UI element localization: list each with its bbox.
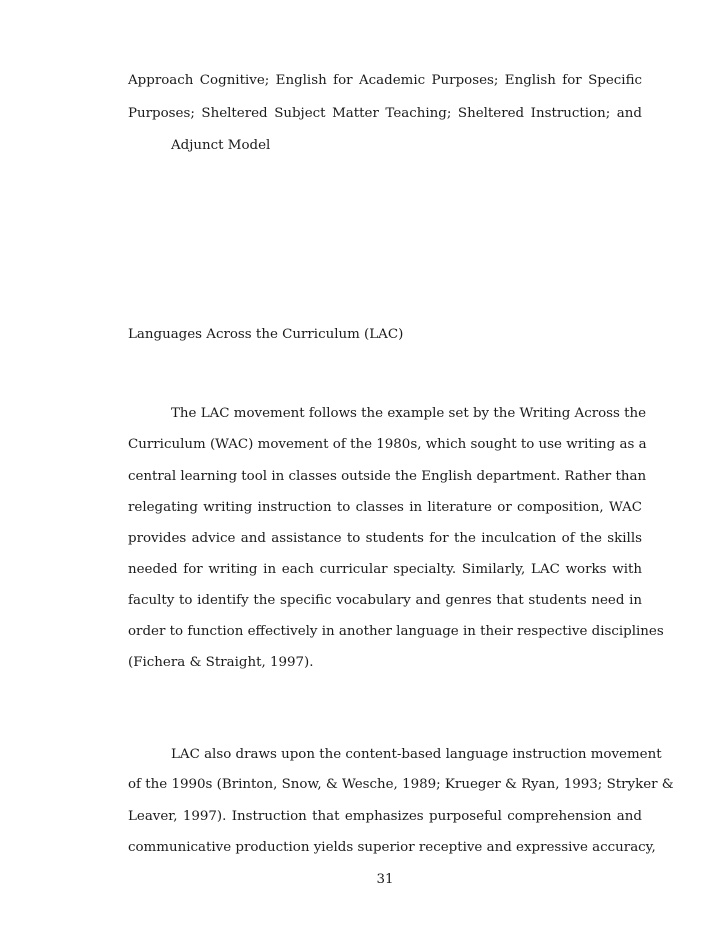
paragraph-1-line-8: order to function effectively in another language in their respective disciplines xyxy=(128,624,664,639)
paragraph-1-line-3: central learning tool in classes outside the English department. Rather than xyxy=(128,469,647,484)
keywords-line-2: Purposes; Sheltered Subject Matter Teaching; Sheltered Instruction; and xyxy=(128,106,642,121)
keywords-line-1: Approach Cognitive; English for Academic Purposes; English for Specific xyxy=(128,73,642,88)
paragraph-1-line-2: Curriculum (WAC) movement of the 1980s, which sought to use writing as a xyxy=(128,437,647,452)
paragraph-1-line-5: provides advice and assistance to students for the inculcation of the skills xyxy=(128,531,642,546)
paragraph-2-line-1: LAC also draws upon the content-based language instruction movement xyxy=(171,747,662,762)
paragraph-1-line-1: The LAC movement follows the example set by the Writing Across the xyxy=(171,406,647,421)
paragraph-2-line-2: of the 1990s (Brinton, Snow, & Wesche, 1989; Krueger & Ryan, 1993; Stryker & xyxy=(128,777,674,792)
paragraph-1-line-4: relegating writing instruction to classes in literature or composition, WAC xyxy=(128,500,642,515)
keywords-line-3: Adjunct Model xyxy=(171,138,271,153)
paragraph-2-line-4: communicative production yields superior receptive and expressive accuracy, xyxy=(128,840,656,855)
paragraph-2-line-3: Leaver, 1997). Instruction that emphasizes purposeful comprehension and xyxy=(128,809,642,824)
page-number: 31 xyxy=(376,872,394,887)
paragraph-1-line-7: faculty to identify the specific vocabulary and genres that students need in xyxy=(128,593,642,608)
paragraph-1-line-9: (Fichera & Straight, 1997). xyxy=(128,655,314,670)
section-heading: Languages Across the Curriculum (LAC) xyxy=(128,327,404,342)
paragraph-1-line-6: needed for writing in each curricular specialty. Similarly, LAC works with xyxy=(128,562,642,577)
